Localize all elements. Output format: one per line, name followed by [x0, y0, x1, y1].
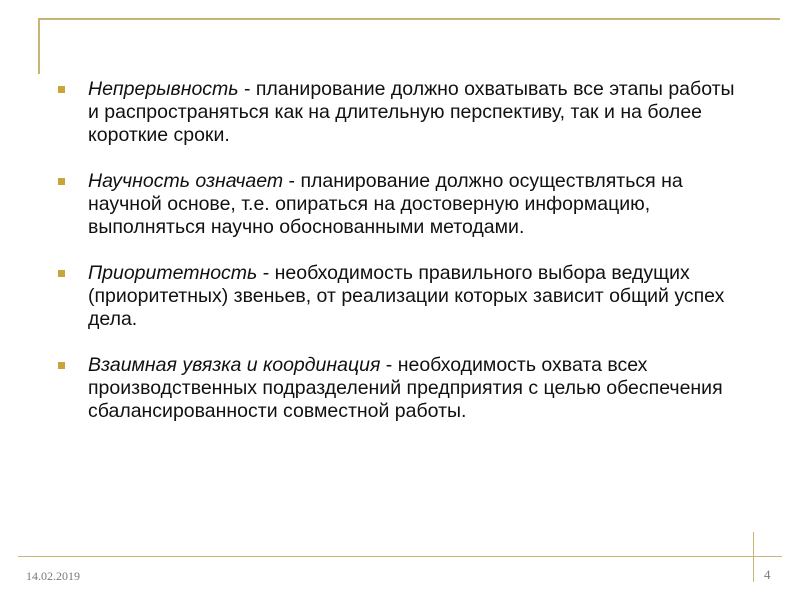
- square-bullet-icon: [58, 86, 65, 93]
- bullet-text: - планирование должно охватывать все этапы работы и распространяться как на длительную перспективу, так и на более короткие сроки.: [88, 78, 735, 146]
- bullet-item-coordination: [58, 354, 748, 423]
- bullet-text: - необходимость охвата всех производственных подразделений предприятия с целью обеспечения сбалансированности совместной работы.: [88, 354, 723, 422]
- frame-left-line: [38, 18, 40, 74]
- bullet-term: Взаимная увязка и координация: [88, 354, 381, 376]
- square-bullet-icon: [58, 362, 65, 369]
- square-bullet-icon: [58, 178, 65, 185]
- bullet-item-priority: [58, 262, 748, 331]
- bullet-item-scientific: [58, 170, 748, 239]
- frame-right-line: [753, 532, 754, 582]
- bullet-term: Приоритетность: [88, 262, 258, 284]
- footer-date: 14.02.2019: [26, 569, 80, 583]
- bullet-list: [58, 78, 748, 446]
- square-bullet-icon: [58, 270, 65, 277]
- slide-number: 4: [764, 567, 771, 582]
- bullet-text: - планирование должно осуществляться на научной основе, т.е. опираться на достоверную информацию, выполняться научно обоснованными методами.: [88, 170, 683, 238]
- bullet-term: Непрерывность: [88, 78, 239, 100]
- frame-top-line: [38, 18, 780, 20]
- bullet-term: Научность означает: [88, 170, 284, 192]
- frame-bottom-line: [18, 556, 782, 557]
- bullet-item-continuity: [58, 78, 748, 147]
- bullet-text: - необходимость правильного выбора ведущих (приоритетных) звеньев, от реализации которых зависит общий успех дела.: [88, 262, 725, 330]
